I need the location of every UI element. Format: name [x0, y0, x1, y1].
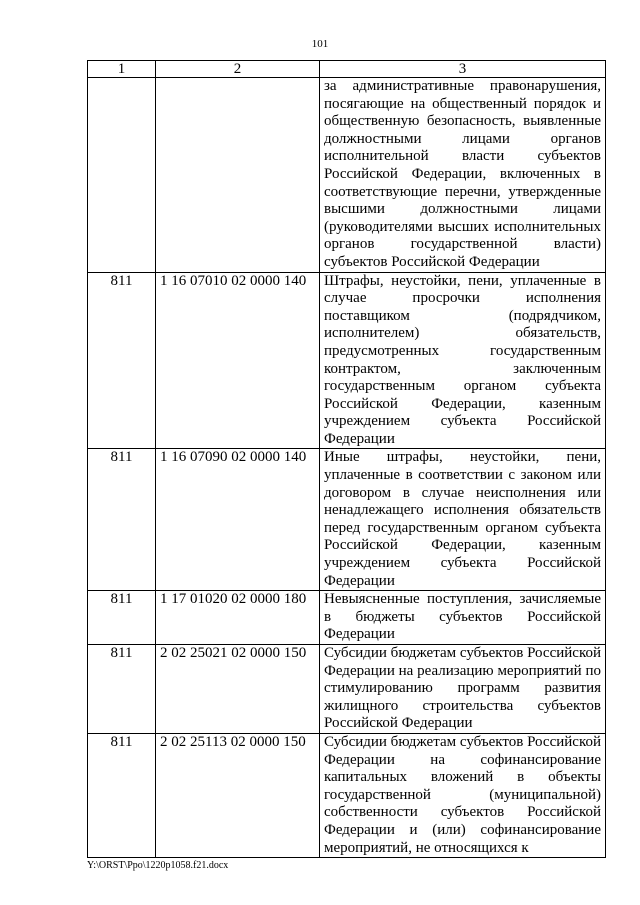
table-row	[88, 78, 606, 273]
table-row	[88, 591, 606, 645]
page-number: 101	[311, 38, 329, 50]
admin-code-cell: 811	[88, 733, 156, 857]
table-row	[88, 733, 606, 857]
admin-code-cell: 811	[88, 645, 156, 734]
description-cell: Субсидии бюджетам субъектов Российской Федерации на реализацию мероприятий по стимулированию программ развития жилищного строительства субъектов Российской Федерации	[320, 645, 606, 734]
description-cell: Невыясненные поступления, зачисляемые в бюджеты субъектов Российской Федерации	[320, 591, 606, 645]
description-cell: за административные правонарушения, посягающие на общественный порядок и общественную безопасность, выявленные должностными лицами органов исполнительной власти субъектов Российской Федерации, включенных в соответствующие перечни, утвержденные высшими должностными лицами (руководителями высших исполнительных органов государственной власти) субъектов Российской Федерации	[320, 78, 606, 273]
admin-code-cell: 811	[88, 591, 156, 645]
budget-code-cell: 2 02 25113 02 0000 150	[156, 733, 320, 857]
table-row	[88, 645, 606, 734]
budget-code-cell: 1 16 07090 02 0000 140	[156, 449, 320, 591]
table-header-row	[88, 61, 606, 78]
admin-code-cell: 811	[88, 449, 156, 591]
table-row	[88, 272, 606, 449]
description-cell: Штрафы, неустойки, пени, уплаченные в случае просрочки исполнения поставщиком (подрядчиком, исполнителем) обязательств, предусмотренных государственным контрактом, заключенным государственным органом субъекта Российской Федерации, казенным учреждением субъекта Российской Федерации	[320, 272, 606, 449]
budget-code-cell: 1 17 01020 02 0000 180	[156, 591, 320, 645]
file-path-footer: Y:\ORST\Ppo\1220p1058.f21.docx	[87, 860, 229, 871]
budget-codes-table	[87, 60, 606, 858]
budget-code-cell	[156, 78, 320, 273]
header-col-2: 2	[156, 61, 320, 78]
header-col-3: 3	[320, 61, 606, 78]
header-col-1: 1	[88, 61, 156, 78]
description-cell: Субсидии бюджетам субъектов Российской Федерации на софинансирование капитальных вложений в объекты государственной (муниципальной) собственности субъектов Российской Федерации и (или) софинансирование мероприятий, не относящихся к	[320, 733, 606, 857]
budget-code-cell: 2 02 25021 02 0000 150	[156, 645, 320, 734]
table-row	[88, 449, 606, 591]
admin-code-cell	[88, 78, 156, 273]
budget-code-cell: 1 16 07010 02 0000 140	[156, 272, 320, 449]
description-cell: Иные штрафы, неустойки, пени, уплаченные в соответствии с законом или договором в случае неисполнения или ненадлежащего исполнения обязательств перед государственным органом субъекта Российской Федерации, казенным учреждением субъекта Российской Федерации	[320, 449, 606, 591]
admin-code-cell: 811	[88, 272, 156, 449]
